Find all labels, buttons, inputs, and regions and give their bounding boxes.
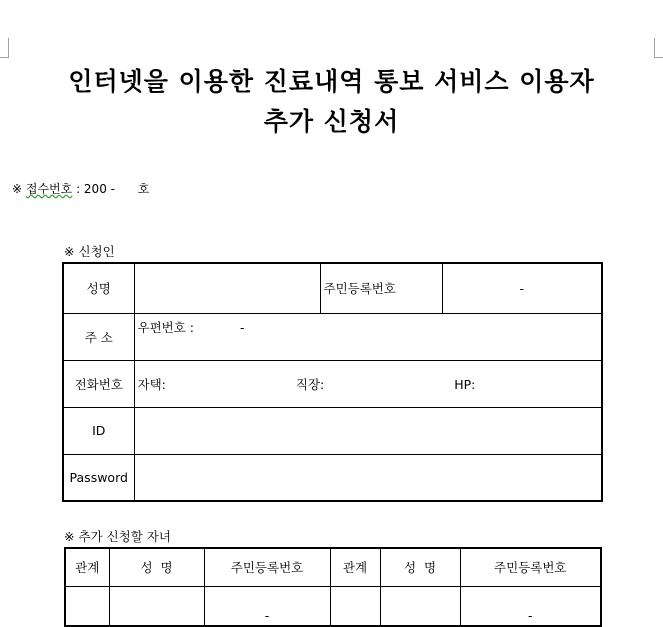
mobile-phone-label: HP: <box>454 376 476 392</box>
home-phone-label: 자택: <box>137 376 166 392</box>
child-rrn-field[interactable]: - <box>460 586 601 626</box>
receipt-prefix: ※ <box>12 182 26 196</box>
name-label: 성명 <box>63 263 134 313</box>
table-row <box>63 360 602 407</box>
page-corner-mark-left <box>0 38 9 58</box>
child-relation-field[interactable] <box>330 586 380 626</box>
children-table <box>64 547 602 627</box>
header-name: 성 명 <box>109 548 204 586</box>
id-label: ID <box>63 407 134 454</box>
applicant-table <box>62 262 603 502</box>
header-name: 성 명 <box>380 548 460 586</box>
child-name-field[interactable] <box>109 586 204 626</box>
child-relation-field[interactable] <box>65 586 109 626</box>
document-title-line2: 추가 신청서 <box>263 107 400 136</box>
address-field[interactable] <box>134 313 602 360</box>
password-field[interactable] <box>134 454 602 501</box>
table-row <box>63 313 602 360</box>
receipt-label: 접수번호 <box>25 182 73 196</box>
children-section-label: ※ 추가 신청할 자녀 <box>64 529 171 544</box>
rrn-label: 주민등록번호 <box>320 263 442 313</box>
table-row <box>63 454 602 501</box>
child-rrn-field[interactable]: - <box>204 586 330 626</box>
postal-label: 우편번호 : <box>137 319 194 335</box>
table-row <box>63 407 602 454</box>
rrn-field[interactable]: - <box>442 263 602 313</box>
document-title-line1: 인터넷을 이용한 진료내역 통보 서비스 이용자 <box>68 67 595 96</box>
id-field[interactable] <box>134 407 602 454</box>
address-label: 주 소 <box>63 313 134 360</box>
table-row <box>63 263 602 313</box>
phone-field[interactable] <box>134 360 602 407</box>
page-corner-mark-right <box>654 38 663 58</box>
password-label: Password <box>63 454 134 501</box>
table-header-row <box>65 548 601 586</box>
name-field[interactable] <box>134 263 320 313</box>
header-relation: 관계 <box>330 548 380 586</box>
header-rrn: 주민등록번호 <box>460 548 601 586</box>
table-row <box>65 586 601 626</box>
work-phone-label: 직장: <box>295 376 325 392</box>
header-rrn: 주민등록번호 <box>204 548 330 586</box>
header-relation: 관계 <box>65 548 109 586</box>
phone-label: 전화번호 <box>63 360 134 407</box>
child-name-field[interactable] <box>380 586 460 626</box>
applicant-section-label: ※ 신청인 <box>64 244 115 259</box>
postal-dash: - <box>240 319 245 335</box>
receipt-number <box>12 180 149 197</box>
receipt-rest: : 200 - 호 <box>72 182 150 196</box>
